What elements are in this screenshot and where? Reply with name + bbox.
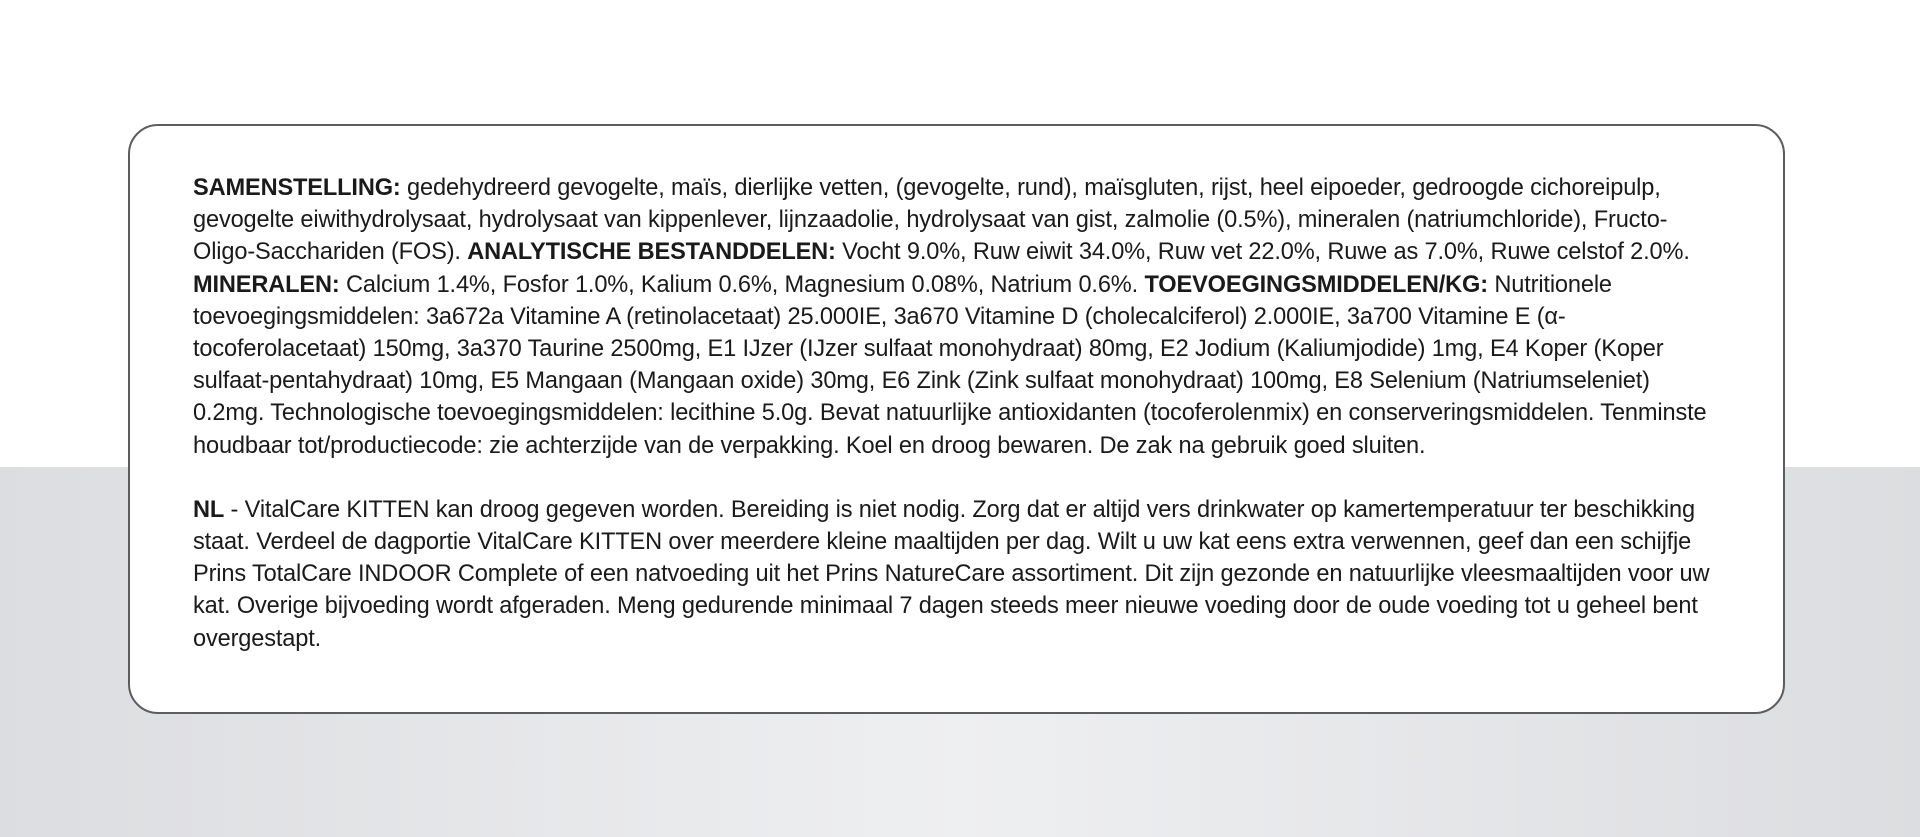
language-code: NL	[193, 496, 225, 523]
instructions-text: - VitalCare KITTEN kan droog gegeven worden. Bereiding is niet nodig. Zorg dat er altijd vers drinkwater op kamertemperatuur ter beschikking staat. Verdeel de dagportie VitalCare KITTEN over meerdere kleine maaltijden per dag. Wilt u uw kat eens extra verwennen, geef dan een schijfje Prins TotalCare INDOOR Complete of een natvoeding uit het Prins NatureCare assortiment. Dit zijn gezonde en natuurlijke vleesmaaltijden voor uw kat. Overige bijvoeding wordt afgeraden. Meng gedurende minimaal 7 dagen steeds meer nieuwe voeding door de oude voeding tot u geheel bent overgestapt.	[193, 496, 1710, 652]
product-label-box	[128, 124, 1785, 714]
minerals-text: Calcium 1.4%, Fosfor 1.0%, Kalium 0.6%, Magnesium 0.08%, Natrium 0.6%.	[346, 271, 1139, 298]
composition-paragraph	[193, 172, 1713, 462]
additives-heading: TOEVOEGINGSMIDDELEN/KG:	[1144, 271, 1488, 298]
analytical-heading: ANALYTISCHE BESTANDDELEN:	[467, 239, 836, 266]
additives-text: Nutritionele toevoegingsmiddelen: 3a672a Vitamine A (retinolacetaat) 25.000IE, 3a670 Vitamine D (cholecalciferol) 2.000IE, 3a700 Vitamine E (α-tocoferolacetaat) 150mg, 3a370 Taurine 2500mg, E1 IJzer (IJzer sulfaat monohydraat) 80mg, E2 Jodium (Kaliumjodide) 1mg, E4 Koper (Koper sulfaat-pentahydraat) 10mg, E5 Mangaan (Mangaan oxide) 30mg, E6 Zink (Zink sulfaat monohydraat) 100mg, E8 Selenium (Natriumseleniet) 0.2mg. Technologische toevoegingsmiddelen: lecithine 5.0g. Bevat natuurlijke antioxidanten (tocoferolenmix) en conserveringsmiddelen. Tenminste houdbaar tot/productiecode: zie achterzijde van de verpakking. Koel en droog bewaren. De zak na gebruik goed sluiten.	[193, 271, 1707, 459]
instructions-paragraph	[193, 494, 1713, 655]
analytical-text: Vocht 9.0%, Ruw eiwit 34.0%, Ruw vet 22.0%, Ruwe as 7.0%, Ruwe celstof 2.0%.	[842, 239, 1690, 266]
ingredients-text: gedehydreerd gevogelte, maïs, dierlijke vetten, (gevogelte, rund), maïsgluten, rijst, heel eipoeder, gedroogde cichoreipulp, gevogelte eiwithydrolysaat, hydrolysaat van kippenlever, lijnzaadolie, hydrolysaat van gist, zalmolie (0.5%), mineralen (natriumchloride), Fructo-Oligo-Sacchariden (FOS).	[193, 175, 1668, 266]
minerals-heading: MINERALEN:	[193, 271, 340, 298]
composition-heading: SAMENSTELLING:	[193, 175, 401, 201]
